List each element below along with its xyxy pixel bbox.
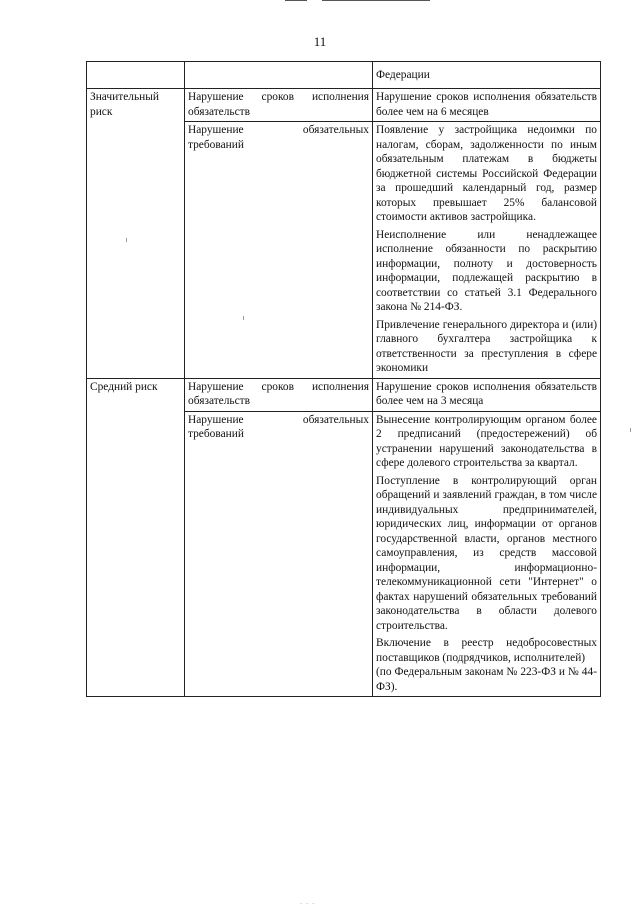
- header-cell-indicator: [373, 62, 601, 89]
- criterion-requirements-medium: [188, 413, 369, 428]
- footer-mark: - - -: [300, 899, 316, 907]
- header-cell-criterion: [185, 62, 373, 89]
- indicator-text: Появление у застройщика недоимки по налогам, сборам, задолженности по иным обязательным платежам в бюджеты бюджетной системы Российской Федерации за прошедший календарный год, размер которых превышает 25% балансовой стоимости активов застройщика.: [376, 124, 597, 223]
- indicator-text: Привлечение генерального директора и (или) главного бухгалтера застройщика к ответственности за преступления в сфере экономики: [376, 318, 597, 374]
- criterion-line: требований: [188, 138, 244, 151]
- indicator-text: Поступление в контролирующий орган обращений и заявлений граждан, в том числе индивидуальных предпринимателей, юридических лиц, информации от органов государственной власти, органов местного самоуправления, из средств массовой информации, информационно-телекоммуникационной сети "Интернет" о фактах нарушений обязательных требований законодательства в области долевого строительства.: [376, 474, 597, 632]
- indicator-cell: [373, 89, 601, 122]
- table-row: [87, 89, 601, 122]
- table-header-row: [87, 62, 601, 89]
- criterion-cell: [185, 411, 373, 697]
- indicator-text: Нарушение сроков исполнения обязательств более чем на 6 месяцев: [376, 91, 597, 118]
- indicator-text: Неисполнение или ненадлежащее исполнение обязанности по раскрытию информации, полноту и достоверность информации, подлежащей раскрытию в соответствии со статьей 3.1 Федерального закона № 214-ФЗ.: [376, 228, 597, 313]
- top-rule-right: [322, 0, 430, 1]
- risk-table: [86, 61, 601, 697]
- header-continuation-text: Федерации: [376, 69, 430, 81]
- criterion-line: требований: [188, 428, 244, 440]
- criterion-word: обязательных: [302, 413, 369, 426]
- risk-level-medium: Средний риск: [90, 380, 158, 393]
- indicator-cell: [373, 411, 601, 697]
- indicator-text: Вынесение контролирующим органом более 2 предписаний (предостережений) об устранении нарушений законодательства в сфере долевого строительства за квартал.: [376, 413, 597, 469]
- criterion-cell: [185, 89, 373, 122]
- indicator-text: (по Федеральным законам № 223-ФЗ и № 44-ФЗ).: [376, 666, 597, 693]
- risk-level-cell: [87, 89, 185, 379]
- criterion-word: Нарушение: [188, 124, 244, 136]
- criterion-word: Нарушение: [188, 413, 244, 426]
- scan-mark: [243, 316, 244, 320]
- header-cell-risk: [87, 62, 185, 89]
- top-rule-left: [285, 0, 307, 1]
- criterion-requirements-significant: [188, 123, 369, 138]
- criterion-cell: [185, 122, 373, 379]
- criterion-cell: [185, 378, 373, 411]
- risk-level-significant: Значительный риск: [90, 91, 159, 118]
- scan-mark: [630, 428, 631, 432]
- indicator-cell: [373, 122, 601, 379]
- scan-mark: [126, 238, 127, 242]
- table-row: [87, 378, 601, 411]
- criterion-deadline-medium: Нарушение сроков исполнения обязательств: [188, 380, 369, 407]
- criterion-word: обязательных: [302, 124, 369, 136]
- indicator-cell: [373, 378, 601, 411]
- risk-level-cell: [87, 378, 185, 697]
- indicator-text: Включение в реестр недобросовестных поставщиков (подрядчиков, исполнителей): [376, 637, 597, 664]
- page-number: 11: [313, 34, 327, 49]
- indicator-text: Нарушение сроков исполнения обязательств более чем на 3 месяца: [376, 380, 597, 407]
- criterion-deadline-significant: Нарушение сроков исполнения обязательств: [188, 91, 369, 118]
